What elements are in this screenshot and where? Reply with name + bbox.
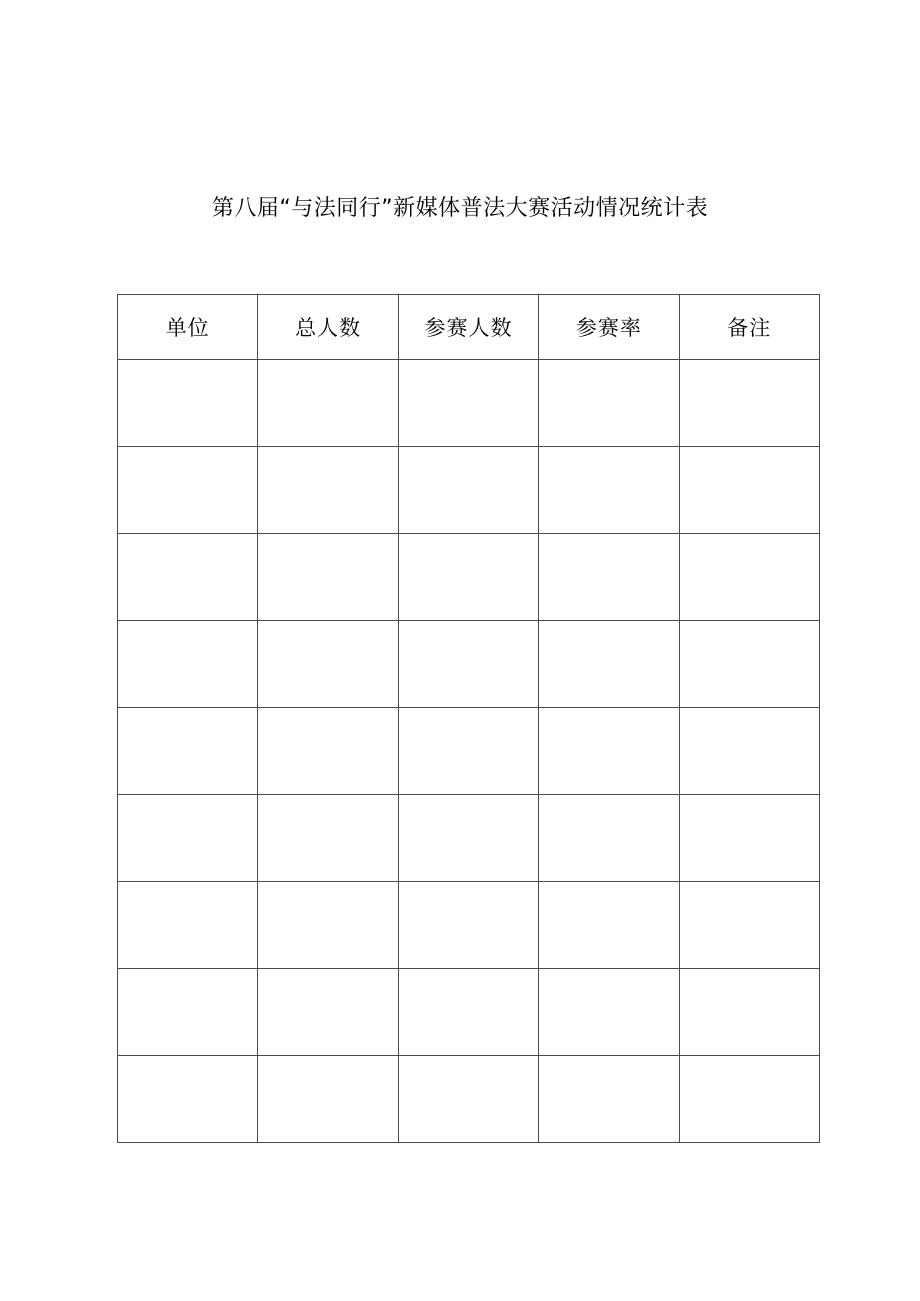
cell-remarks[interactable] <box>679 882 819 969</box>
table-row <box>118 708 820 795</box>
cell-unit[interactable] <box>118 621 258 708</box>
cell-participants[interactable] <box>398 360 538 447</box>
cell-unit[interactable] <box>118 882 258 969</box>
cell-participation-rate[interactable] <box>539 447 679 534</box>
cell-participation-rate[interactable] <box>539 1056 679 1143</box>
cell-unit[interactable] <box>118 969 258 1056</box>
cell-participants[interactable] <box>398 708 538 795</box>
cell-unit[interactable] <box>118 795 258 882</box>
cell-remarks[interactable] <box>679 708 819 795</box>
cell-remarks[interactable] <box>679 1056 819 1143</box>
cell-unit[interactable] <box>118 534 258 621</box>
cell-remarks[interactable] <box>679 534 819 621</box>
header-participation-rate: 参赛率 <box>539 295 679 360</box>
header-participants: 参赛人数 <box>398 295 538 360</box>
table-row <box>118 882 820 969</box>
cell-total-people[interactable] <box>258 621 398 708</box>
table-row <box>118 621 820 708</box>
cell-participation-rate[interactable] <box>539 969 679 1056</box>
cell-participation-rate[interactable] <box>539 882 679 969</box>
cell-unit[interactable] <box>118 447 258 534</box>
table-row <box>118 534 820 621</box>
cell-participants[interactable] <box>398 969 538 1056</box>
cell-total-people[interactable] <box>258 795 398 882</box>
cell-total-people[interactable] <box>258 1056 398 1143</box>
cell-remarks[interactable] <box>679 360 819 447</box>
cell-remarks[interactable] <box>679 795 819 882</box>
cell-remarks[interactable] <box>679 447 819 534</box>
table-row <box>118 795 820 882</box>
table-row <box>118 1056 820 1143</box>
cell-participants[interactable] <box>398 1056 538 1143</box>
header-total-people: 总人数 <box>258 295 398 360</box>
document-title: 第八届“与法同行”新媒体普法大赛活动情况统计表 <box>211 196 709 221</box>
table-row <box>118 360 820 447</box>
cell-total-people[interactable] <box>258 360 398 447</box>
cell-participation-rate[interactable] <box>539 708 679 795</box>
cell-unit[interactable] <box>118 708 258 795</box>
cell-participants[interactable] <box>398 621 538 708</box>
header-unit: 单位 <box>118 295 258 360</box>
table-row <box>118 969 820 1056</box>
cell-unit[interactable] <box>118 360 258 447</box>
cell-total-people[interactable] <box>258 447 398 534</box>
cell-remarks[interactable] <box>679 621 819 708</box>
cell-participation-rate[interactable] <box>539 534 679 621</box>
cell-participation-rate[interactable] <box>539 795 679 882</box>
statistics-table <box>117 294 820 1143</box>
table-row <box>118 447 820 534</box>
table-header-row <box>118 295 820 360</box>
cell-participants[interactable] <box>398 882 538 969</box>
cell-unit[interactable] <box>118 1056 258 1143</box>
cell-total-people[interactable] <box>258 969 398 1056</box>
header-remarks: 备注 <box>679 295 819 360</box>
cell-participation-rate[interactable] <box>539 360 679 447</box>
cell-participants[interactable] <box>398 447 538 534</box>
cell-remarks[interactable] <box>679 969 819 1056</box>
table-body <box>118 360 820 1143</box>
cell-participants[interactable] <box>398 534 538 621</box>
cell-participation-rate[interactable] <box>539 621 679 708</box>
cell-total-people[interactable] <box>258 708 398 795</box>
cell-total-people[interactable] <box>258 882 398 969</box>
cell-total-people[interactable] <box>258 534 398 621</box>
cell-participants[interactable] <box>398 795 538 882</box>
